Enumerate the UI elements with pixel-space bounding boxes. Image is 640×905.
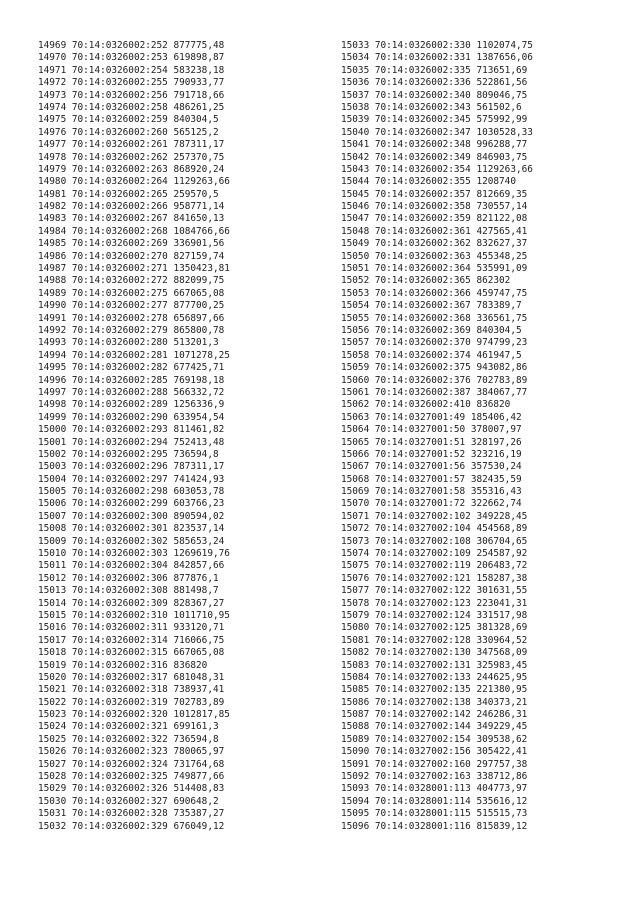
table-row: 14973 70:14:0326002:256 791718,66 xyxy=(38,89,225,101)
table-row: 15014 70:14:0326002:309 828367,27 xyxy=(38,597,225,609)
table-row: 14969 70:14:0326002:252 877775,48 xyxy=(38,40,225,51)
table-row: 14972 70:14:0326002:255 790933,77 xyxy=(38,77,225,89)
table-row: 15056 70:14:0326002:369 840304,5 xyxy=(341,324,522,336)
table-row: 15020 70:14:0326002:317 681048,31 xyxy=(38,671,225,683)
table-row: 15061 70:14:0326002:387 384067,77 xyxy=(341,386,528,398)
table-row: 15074 70:14:0327002:109 254587,92 xyxy=(341,548,528,560)
table-row: 15029 70:14:0326002:326 514408,83 xyxy=(38,783,225,795)
table-row: 15003 70:14:0326002:296 787311,17 xyxy=(38,461,225,473)
table-row: 15019 70:14:0326002:316 836820 xyxy=(38,659,208,671)
table-row: 15055 70:14:0326002:368 336561,75 xyxy=(341,312,528,324)
table-row: 15040 70:14:0326002:347 1030528,33 xyxy=(341,126,533,138)
table-row: 14978 70:14:0326002:262 257370,75 xyxy=(38,151,225,163)
table-row: 15006 70:14:0326002:299 603766,23 xyxy=(38,498,225,510)
table-row: 15088 70:14:0327002:144 349229,45 xyxy=(341,721,528,733)
table-row: 15076 70:14:0327002:121 158287,38 xyxy=(341,572,528,584)
table-row: 14976 70:14:0326002:260 565125,2 xyxy=(38,126,219,138)
table-row: 15086 70:14:0327002:138 340373,21 xyxy=(341,696,528,708)
table-row: 15082 70:14:0327002:130 347568,09 xyxy=(341,647,528,659)
table-row: 15021 70:14:0326002:318 738937,41 xyxy=(38,684,225,696)
table-row: 14986 70:14:0326002:270 827159,74 xyxy=(38,250,225,262)
table-row: 15065 70:14:0327001:51 328197,26 xyxy=(341,436,522,448)
table-row: 15005 70:14:0326002:298 603053,78 xyxy=(38,486,225,498)
table-row: 15052 70:14:0326002:365 862302 xyxy=(341,275,511,287)
left-column xyxy=(38,40,230,833)
table-row: 14974 70:14:0326002:258 486261,25 xyxy=(38,101,225,113)
table-row: 15095 70:14:0328001:115 515515,73 xyxy=(341,808,528,820)
table-row: 14984 70:14:0326002:268 1084766,66 xyxy=(38,225,230,237)
table-row: 15051 70:14:0326002:364 535991,09 xyxy=(341,263,528,275)
table-row: 15079 70:14:0327002:124 331517,98 xyxy=(341,609,528,621)
table-row: 15023 70:14:0326002:320 1012817,85 xyxy=(38,709,230,721)
table-row: 15027 70:14:0326002:324 731764,68 xyxy=(38,758,225,770)
table-row: 15015 70:14:0326002:310 1011710,95 xyxy=(38,609,230,621)
table-row: 15028 70:14:0326002:325 749877,66 xyxy=(38,771,225,783)
table-row: 15034 70:14:0326002:331 1387656,06 xyxy=(341,52,533,64)
table-row: 15073 70:14:0327002:108 306704,65 xyxy=(341,535,528,547)
table-row: 15089 70:14:0327002:154 309538,62 xyxy=(341,733,528,745)
table-row: 15093 70:14:0328001:113 404773,97 xyxy=(341,783,528,795)
table-row: 15047 70:14:0326002:359 821122,08 xyxy=(341,213,528,225)
table-row: 15036 70:14:0326002:336 522861,56 xyxy=(341,77,528,89)
table-row: 15001 70:14:0326002:294 752413,48 xyxy=(38,436,225,448)
table-row: 15043 70:14:0326002:354 1129263,66 xyxy=(341,163,533,175)
table-row: 15046 70:14:0326002:358 730557,14 xyxy=(341,201,528,213)
table-row: 14990 70:14:0326002:277 877700,25 xyxy=(38,300,225,312)
table-row: 15049 70:14:0326002:362 832627,37 xyxy=(341,238,528,250)
table-row: 15024 70:14:0326002:321 699161,3 xyxy=(38,721,219,733)
table-row: 14996 70:14:0326002:285 769198,18 xyxy=(38,374,225,386)
table-row: 15084 70:14:0327002:133 244625,95 xyxy=(341,671,528,683)
table-row: 15009 70:14:0326002:302 585653,24 xyxy=(38,535,225,547)
table-row: 15025 70:14:0326002:322 736594,8 xyxy=(38,733,219,745)
table-row: 15094 70:14:0328001:114 535616,12 xyxy=(341,795,528,807)
table-row: 15018 70:14:0326002:315 667065,08 xyxy=(38,647,225,659)
table-row: 15069 70:14:0327001:58 355316,43 xyxy=(341,486,522,498)
table-row: 15026 70:14:0326002:323 780065,97 xyxy=(38,746,225,758)
right-column xyxy=(341,40,533,833)
table-row: 15062 70:14:0326002:410 836820 xyxy=(341,399,511,411)
table-row: 15067 70:14:0327001:56 357530,24 xyxy=(341,461,522,473)
table-row: 15078 70:14:0327002:123 223041,31 xyxy=(341,597,528,609)
table-row: 15066 70:14:0327001:52 323216,19 xyxy=(341,448,522,460)
table-row: 15087 70:14:0327002:142 246286,31 xyxy=(341,709,528,721)
table-row: 14999 70:14:0326002:290 633954,54 xyxy=(38,411,225,423)
table-row: 15032 70:14:0326002:329 676049,12 xyxy=(38,820,225,832)
table-row: 15013 70:14:0326002:308 881498,7 xyxy=(38,585,219,597)
table-row: 15010 70:14:0326002:303 1269619,76 xyxy=(38,548,230,560)
table-row: 14971 70:14:0326002:254 583238,18 xyxy=(38,64,225,76)
table-row: 15011 70:14:0326002:304 842857,66 xyxy=(38,560,225,572)
table-row: 14979 70:14:0326002:263 868920,24 xyxy=(38,163,225,175)
table-row: 15068 70:14:0327001:57 382435,59 xyxy=(341,473,522,485)
table-row: 15053 70:14:0326002:366 459747,75 xyxy=(341,287,528,299)
table-row: 15030 70:14:0326002:327 690648,2 xyxy=(38,795,219,807)
table-row: 15039 70:14:0326002:345 575992,99 xyxy=(341,114,528,126)
table-row: 15057 70:14:0326002:370 974799,23 xyxy=(341,337,528,349)
table-row: 15071 70:14:0327002:102 349228,45 xyxy=(341,510,528,522)
table-row: 15091 70:14:0327002:160 297757,38 xyxy=(341,758,528,770)
table-row: 15042 70:14:0326002:349 846903,75 xyxy=(341,151,528,163)
table-row: 14982 70:14:0326002:266 958771,14 xyxy=(38,201,225,213)
table-row: 15096 70:14:0328001:116 815839,12 xyxy=(341,820,528,832)
table-row: 15072 70:14:0327002:104 454568,89 xyxy=(341,523,528,535)
table-row: 14988 70:14:0326002:272 882099,75 xyxy=(38,275,225,287)
table-row: 15033 70:14:0326002:330 1102074,75 xyxy=(341,40,533,51)
table-row: 15070 70:14:0327001:72 322662,74 xyxy=(341,498,522,510)
table-row: 14987 70:14:0326002:271 1350423,81 xyxy=(38,263,230,275)
table-row: 14977 70:14:0326002:261 787311,17 xyxy=(38,139,225,151)
table-row: 14970 70:14:0326002:253 619898,87 xyxy=(38,52,225,64)
table-row: 15037 70:14:0326002:340 809046,75 xyxy=(341,89,528,101)
table-row: 14994 70:14:0326002:281 1071278,25 xyxy=(38,349,230,361)
table-row: 15031 70:14:0326002:328 735387,27 xyxy=(38,808,225,820)
table-row: 15048 70:14:0326002:361 427565,41 xyxy=(341,225,528,237)
table-row: 15083 70:14:0327002:131 325983,45 xyxy=(341,659,528,671)
table-row: 15085 70:14:0327002:135 221380,95 xyxy=(341,684,528,696)
table-row: 14998 70:14:0326002:289 1256336,9 xyxy=(38,399,225,411)
table-row: 15038 70:14:0326002:343 561502,6 xyxy=(341,101,522,113)
table-row: 14992 70:14:0326002:279 865800,78 xyxy=(38,324,225,336)
table-row: 15080 70:14:0327002:125 381328,69 xyxy=(341,622,528,634)
table-row: 15092 70:14:0327002:163 338712,86 xyxy=(341,771,528,783)
table-row: 15064 70:14:0327001:50 378007,97 xyxy=(341,424,522,436)
table-row: 15004 70:14:0326002:297 741424,93 xyxy=(38,473,225,485)
table-row: 14983 70:14:0326002:267 841650,13 xyxy=(38,213,225,225)
table-row: 15035 70:14:0326002:335 713651,69 xyxy=(341,64,528,76)
table-row: 14993 70:14:0326002:280 513201,3 xyxy=(38,337,219,349)
table-row: 15000 70:14:0326002:293 811461,82 xyxy=(38,424,225,436)
table-row: 14995 70:14:0326002:282 677425,71 xyxy=(38,362,225,374)
table-row: 15077 70:14:0327002:122 301631,55 xyxy=(341,585,528,597)
table-row: 15058 70:14:0326002:374 461947,5 xyxy=(341,349,522,361)
table-row: 15008 70:14:0326002:301 823537,14 xyxy=(38,523,225,535)
table-row: 15002 70:14:0326002:295 736594,8 xyxy=(38,448,219,460)
table-row: 15007 70:14:0326002:300 890594,02 xyxy=(38,510,225,522)
table-row: 15016 70:14:0326002:311 933120,71 xyxy=(38,622,225,634)
table-row: 14985 70:14:0326002:269 336901,56 xyxy=(38,238,225,250)
table-row: 14991 70:14:0326002:278 656897,66 xyxy=(38,312,225,324)
table-row: 14989 70:14:0326002:275 667065,08 xyxy=(38,287,225,299)
table-row: 15075 70:14:0327002:119 206483,72 xyxy=(341,560,528,572)
table-row: 15012 70:14:0326002:306 877876,1 xyxy=(38,572,219,584)
table-row: 15054 70:14:0326002:367 783389,7 xyxy=(341,300,522,312)
table-row: 15090 70:14:0327002:156 305422,41 xyxy=(341,746,528,758)
table-row: 15041 70:14:0326002:348 996288,77 xyxy=(341,139,528,151)
table-row: 15059 70:14:0326002:375 943082,86 xyxy=(341,362,528,374)
table-row: 14997 70:14:0326002:288 566332,72 xyxy=(38,386,225,398)
table-row: 15081 70:14:0327002:128 330964,52 xyxy=(341,634,528,646)
table-row: 15045 70:14:0326002:357 812669,35 xyxy=(341,188,528,200)
table-row: 15017 70:14:0326002:314 716066,75 xyxy=(38,634,225,646)
table-row: 15060 70:14:0326002:376 702783,89 xyxy=(341,374,528,386)
table-row: 15050 70:14:0326002:363 455348,25 xyxy=(341,250,528,262)
table-row: 14981 70:14:0326002:265 259570,5 xyxy=(38,188,219,200)
table-row: 15022 70:14:0326002:319 702783,89 xyxy=(38,696,225,708)
table-row: 14980 70:14:0326002:264 1129263,66 xyxy=(38,176,230,188)
table-row: 15063 70:14:0327001:49 185406,42 xyxy=(341,411,522,423)
table-row: 15044 70:14:0326002:355 1208740 xyxy=(341,176,516,188)
table-row: 14975 70:14:0326002:259 840304,5 xyxy=(38,114,219,126)
